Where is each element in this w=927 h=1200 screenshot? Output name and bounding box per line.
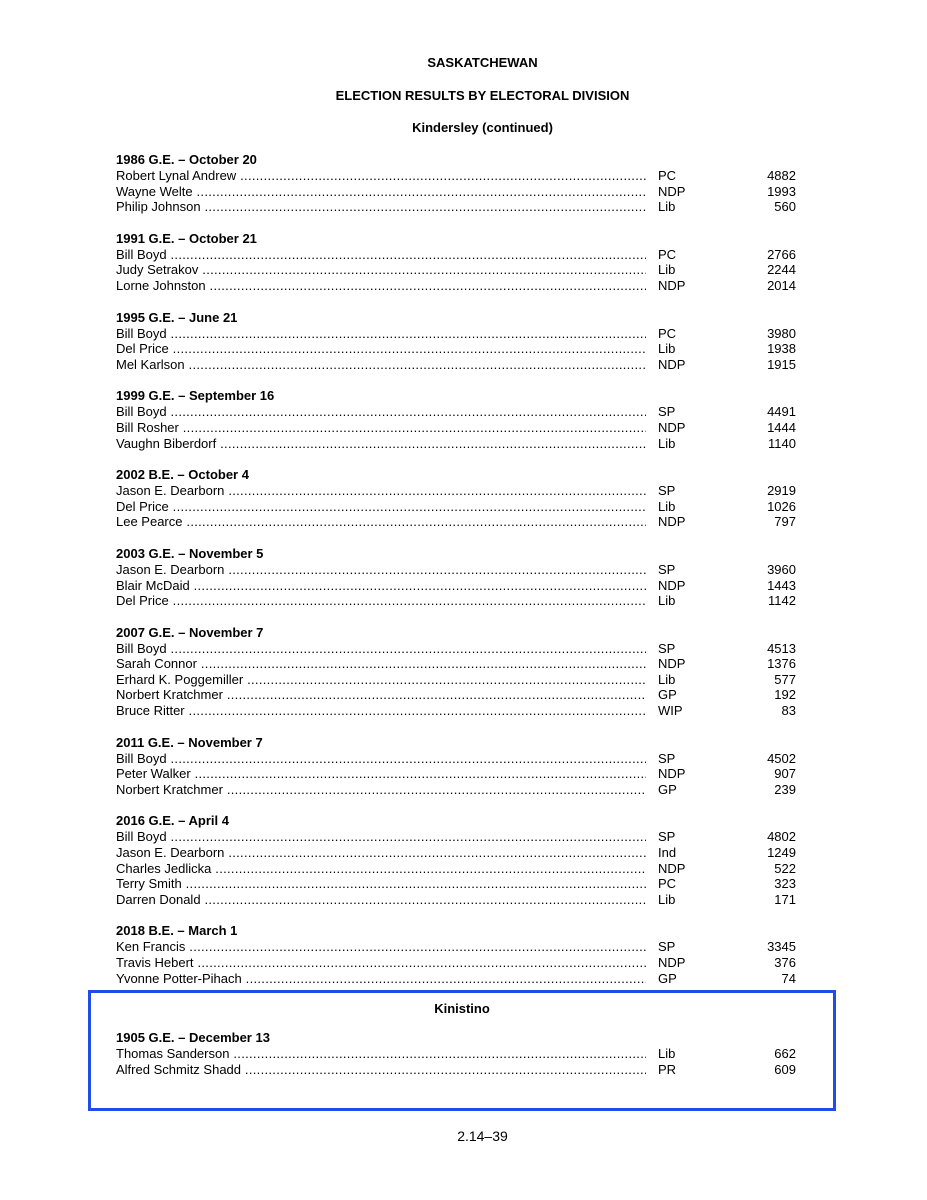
- candidate-name: Bill Rosher .....: [116, 420, 646, 436]
- party-name: SP: [658, 829, 676, 845]
- candidate-name: Del Price .....: [116, 499, 646, 515]
- result-row: [116, 829, 806, 845]
- party-name: Lib: [658, 498, 676, 514]
- election-section: [116, 625, 806, 719]
- party-name: GP: [658, 970, 677, 986]
- vote-count: 1444: [767, 419, 796, 435]
- candidate-name: Bill Boyd .....: [116, 751, 646, 767]
- kinistino-results: [116, 1030, 806, 1093]
- party-name: SP: [658, 483, 676, 499]
- party-name: NDP: [658, 356, 686, 372]
- party-name: GP: [658, 687, 677, 703]
- candidate-name: Norbert Kratchmer .....: [116, 687, 646, 703]
- party-name: PC: [658, 325, 677, 341]
- vote-count: 3960: [767, 561, 796, 577]
- election-title: 1905 G.E. – December 13: [116, 1030, 270, 1045]
- result-row: [116, 247, 806, 263]
- candidate-name: Lee Pearce .....: [116, 514, 646, 530]
- vote-count: 171: [774, 891, 796, 907]
- vote-count: 1142: [768, 593, 796, 609]
- result-row: [116, 782, 806, 798]
- candidate-name: Wayne Welte .....: [116, 184, 646, 200]
- result-row: [116, 499, 806, 515]
- party-name: Lib: [658, 1046, 676, 1061]
- result-row: [116, 436, 806, 452]
- vote-count: 1376: [767, 656, 796, 672]
- vote-count: 4513: [767, 640, 796, 656]
- election-section: [116, 1030, 806, 1077]
- kinistino-highlight-box: [88, 990, 836, 1111]
- election-section: [116, 923, 806, 986]
- candidate-name: Judy Setrakov .....: [116, 262, 646, 278]
- result-row: [116, 751, 806, 767]
- party-name: SP: [658, 404, 676, 420]
- result-row: [116, 168, 806, 184]
- result-row: [116, 892, 806, 908]
- election-title: 2002 B.E. – October 4: [116, 467, 249, 483]
- vote-count: 797: [774, 514, 796, 530]
- result-row: [116, 687, 806, 703]
- election-title: 2018 B.E. – March 1: [116, 923, 238, 939]
- vote-count: 2919: [767, 483, 796, 499]
- result-row: [116, 1046, 806, 1062]
- party-name: GP: [658, 781, 677, 797]
- candidate-name: Del Price .....: [116, 593, 646, 609]
- party-name: Lib: [658, 891, 676, 907]
- result-row: [116, 845, 806, 861]
- result-row: [116, 861, 806, 877]
- election-title: 2016 G.E. – April 4: [116, 813, 229, 829]
- vote-count: 2766: [767, 246, 796, 262]
- result-row: [116, 420, 806, 436]
- vote-count: 4882: [767, 168, 796, 183]
- vote-count: 4802: [767, 829, 796, 845]
- result-row: [116, 593, 806, 609]
- result-row: [116, 766, 806, 782]
- vote-count: 1993: [767, 183, 796, 199]
- election-title: 2007 G.E. – November 7: [116, 624, 264, 640]
- election-section: [116, 310, 806, 373]
- election-section: [116, 813, 806, 907]
- candidate-name: Terry Smith .....: [116, 876, 646, 892]
- party-name: Lib: [658, 199, 676, 215]
- candidate-name: Bruce Ritter .....: [116, 703, 646, 719]
- candidate-name: Bill Boyd .....: [116, 247, 646, 263]
- party-name: SP: [658, 939, 676, 955]
- vote-count: 560: [774, 199, 796, 215]
- vote-count: 577: [774, 671, 796, 687]
- party-name: NDP: [658, 577, 686, 593]
- result-row: [116, 278, 806, 294]
- vote-count: 1140: [768, 435, 796, 451]
- candidate-name: Bill Boyd .....: [116, 641, 646, 657]
- party-name: Lib: [658, 341, 676, 357]
- party-name: NDP: [658, 656, 686, 672]
- province-heading: SASKATCHEWAN: [427, 55, 538, 70]
- party-name: NDP: [658, 955, 686, 970]
- result-row: [116, 262, 806, 278]
- party-name: SP: [658, 640, 676, 656]
- party-name: NDP: [658, 183, 686, 199]
- vote-count: 1938: [767, 341, 796, 357]
- result-row: [116, 341, 806, 357]
- vote-count: 3980: [767, 325, 796, 341]
- vote-count: 74: [781, 970, 796, 986]
- party-name: WIP: [658, 703, 683, 719]
- party-name: NDP: [658, 514, 686, 530]
- document-subtitle: ELECTION RESULTS BY ELECTORAL DIVISION: [335, 88, 630, 103]
- candidate-name: Jason E. Dearborn .....: [116, 845, 646, 861]
- candidate-name: Sarah Connor .....: [116, 656, 646, 672]
- vote-count: 609: [774, 1061, 796, 1077]
- candidate-name: Jason E. Dearborn .....: [116, 562, 646, 578]
- vote-count: 1915: [767, 356, 796, 372]
- result-row: [116, 672, 806, 688]
- candidate-name: Alfred Schmitz Shadd .....: [116, 1062, 646, 1078]
- candidate-name: Erhard K. Poggemiller .....: [116, 672, 646, 688]
- vote-count: 4491: [767, 404, 796, 420]
- party-name: PC: [658, 168, 677, 183]
- result-row: [116, 971, 806, 987]
- result-row: [116, 199, 806, 215]
- result-row: [116, 514, 806, 530]
- result-row: [116, 703, 806, 719]
- result-row: [116, 578, 806, 594]
- vote-count: 323: [774, 876, 796, 892]
- vote-count: 1026: [767, 498, 796, 514]
- vote-count: 522: [774, 860, 796, 876]
- vote-count: 2014: [767, 277, 796, 293]
- result-row: [116, 656, 806, 672]
- candidate-name: Del Price .....: [116, 341, 646, 357]
- candidate-name: Norbert Kratchmer .....: [116, 782, 646, 798]
- vote-count: 1249: [767, 845, 796, 861]
- result-row: [116, 562, 806, 578]
- result-row: [116, 357, 806, 373]
- election-section: [116, 735, 806, 798]
- kindersley-results: [116, 152, 806, 1002]
- election-title: 1995 G.E. – June 21: [116, 309, 238, 325]
- page-number: 2.14–39: [457, 1128, 508, 1144]
- party-name: NDP: [658, 277, 686, 293]
- candidate-name: Bill Boyd .....: [116, 404, 646, 420]
- party-name: NDP: [658, 860, 686, 876]
- party-name: PC: [658, 876, 677, 892]
- vote-count: 907: [774, 766, 796, 782]
- candidate-name: Robert Lynal Andrew .....: [116, 168, 646, 184]
- party-name: Lib: [658, 262, 676, 278]
- party-name: PC: [658, 246, 677, 262]
- election-section: [116, 152, 806, 215]
- party-name: SP: [658, 561, 676, 577]
- candidate-name: Philip Johnson .....: [116, 199, 646, 215]
- division-heading: Kindersley (continued): [412, 120, 553, 135]
- election-title: 1991 G.E. – October 21: [116, 230, 257, 246]
- candidate-name: Charles Jedlicka .....: [116, 861, 646, 877]
- vote-count: 2244: [767, 262, 796, 278]
- election-section: [116, 546, 806, 609]
- candidate-name: Jason E. Dearborn .....: [116, 483, 646, 499]
- candidate-name: Lorne Johnston .....: [116, 278, 646, 294]
- candidate-name: Travis Hebert .....: [116, 955, 646, 971]
- candidate-name: Darren Donald .....: [116, 892, 646, 908]
- candidate-name: Mel Karlson .....: [116, 357, 646, 373]
- result-row: [116, 483, 806, 499]
- party-name: PR: [658, 1061, 677, 1077]
- vote-count: 3345: [767, 939, 796, 955]
- candidate-name: Bill Boyd .....: [116, 326, 646, 342]
- election-title: 1986 G.E. – October 20: [116, 152, 257, 167]
- party-name: Lib: [658, 435, 676, 451]
- vote-count: 192: [774, 687, 796, 703]
- candidate-name: Vaughn Biberdorf .....: [116, 436, 646, 452]
- result-row: [116, 876, 806, 892]
- vote-count: 376: [774, 955, 796, 970]
- vote-count: 239: [774, 781, 796, 797]
- candidate-name: Peter Walker .....: [116, 766, 646, 782]
- party-name: Lib: [658, 593, 676, 609]
- party-name: SP: [658, 750, 676, 766]
- candidate-name: Blair McDaid .....: [116, 578, 646, 594]
- election-section: [116, 467, 806, 530]
- election-title: 2011 G.E. – November 7: [116, 734, 263, 750]
- vote-count: 1443: [767, 577, 796, 593]
- candidate-name: Bill Boyd .....: [116, 829, 646, 845]
- kinistino-division-heading: Kinistino: [434, 1001, 490, 1016]
- candidate-name: Yvonne Potter-Pihach .....: [116, 971, 646, 987]
- result-row: [116, 404, 806, 420]
- election-title: 2003 G.E. – November 5: [116, 545, 264, 561]
- candidate-name: Thomas Sanderson .....: [116, 1046, 646, 1062]
- election-title: 1999 G.E. – September 16: [116, 388, 275, 404]
- party-name: NDP: [658, 419, 686, 435]
- party-name: Lib: [658, 671, 676, 687]
- result-row: [116, 641, 806, 657]
- vote-count: 83: [781, 703, 796, 719]
- candidate-name: Ken Francis .....: [116, 939, 646, 955]
- party-name: NDP: [658, 766, 686, 782]
- result-row: [116, 326, 806, 342]
- result-row: [116, 184, 806, 200]
- vote-count: 662: [774, 1046, 796, 1061]
- party-name: Ind: [658, 845, 677, 861]
- result-row: [116, 955, 806, 971]
- result-row: [116, 939, 806, 955]
- election-section: [116, 388, 806, 451]
- result-row: [116, 1062, 806, 1078]
- election-section: [116, 231, 806, 294]
- vote-count: 4502: [767, 750, 796, 766]
